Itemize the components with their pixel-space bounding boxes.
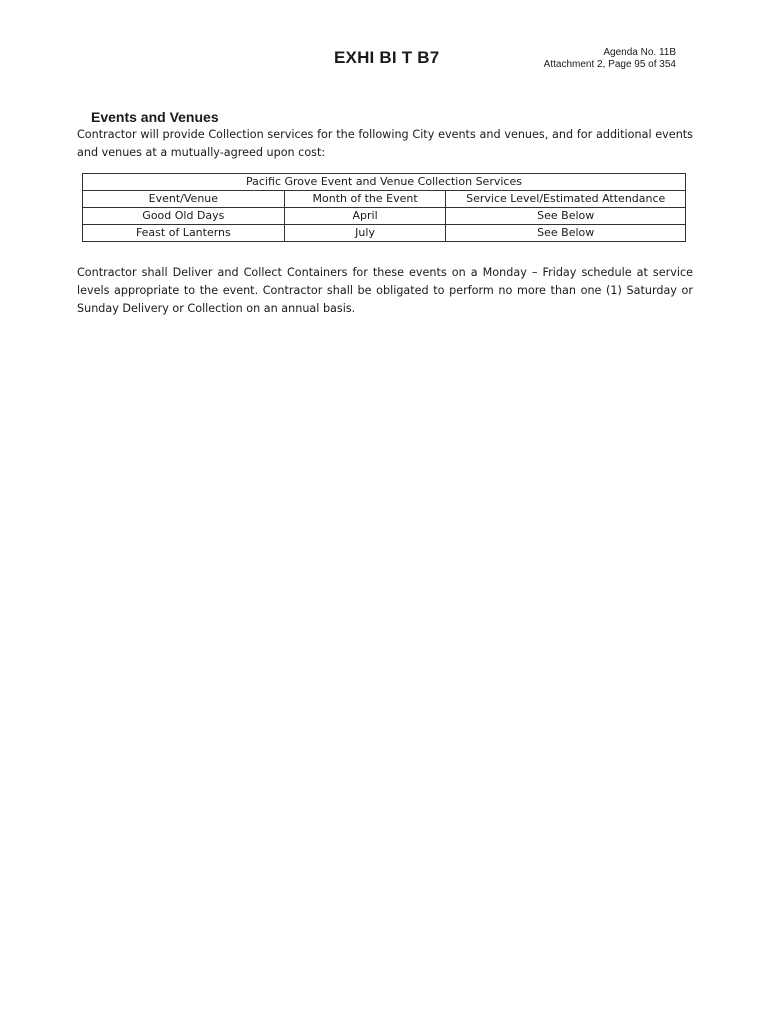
agenda-number: Agenda No. 11B (603, 47, 676, 58)
table-cell-event: Feast of Lanterns (83, 225, 285, 242)
exhibit-title: EXHI BI T B7 (334, 48, 440, 67)
table-cell-month: July (284, 225, 446, 242)
table-cell-service-level: See Below (446, 208, 686, 225)
section-heading: Events and Venues (91, 109, 219, 125)
intro-paragraph: Contractor will provide Collection services for the following City events and venues, and for additional events and venues at a mutually-agreed upon cost: (77, 128, 693, 159)
attachment-page: Attachment 2, Page 95 of 354 (543, 59, 676, 70)
table-caption: Pacific Grove Event and Venue Collection Services (83, 174, 686, 191)
column-header-service-level: Service Level/Estimated Attendance (446, 191, 686, 208)
terms-paragraph: Contractor shall Deliver and Collect Containers for these events on a Monday – Friday schedule at service levels appropriate to the event. Contractor shall be obligated to perform no more than one (1) Saturday or Sunday Delivery or Collection on an annual basis. (77, 266, 693, 315)
column-header-event: Event/Venue (83, 191, 285, 208)
agenda-reference (544, 47, 676, 71)
table-cell-event: Good Old Days (83, 208, 285, 225)
table-caption-row (83, 174, 686, 191)
column-header-month: Month of the Event (284, 191, 446, 208)
table-row (83, 208, 686, 225)
collection-services-table (82, 173, 686, 242)
table-header-row (83, 191, 686, 208)
table-row (83, 225, 686, 242)
table-cell-month: April (284, 208, 446, 225)
table-cell-service-level: See Below (446, 225, 686, 242)
